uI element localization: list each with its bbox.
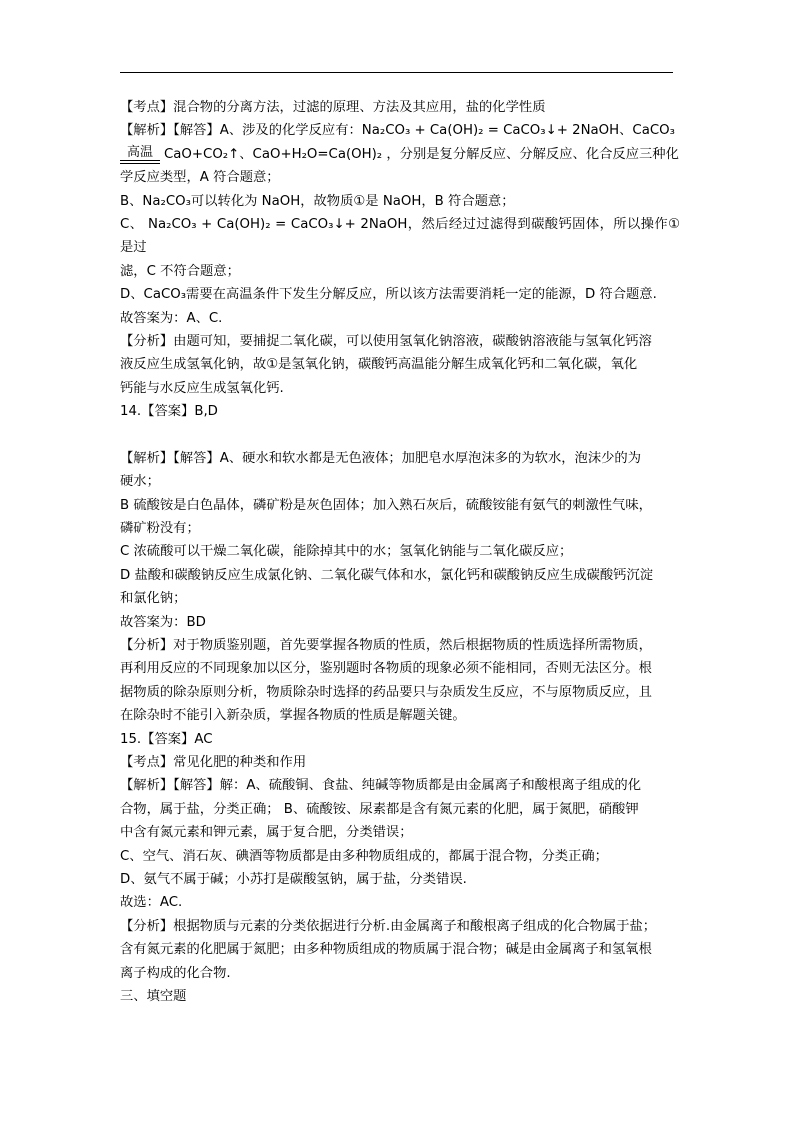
- text-line: 合物，属于盐，分类正确； B、硫酸铵、尿素都是含有氮元素的化肥，属于氮肥，硝酸钾: [120, 801, 639, 817]
- text-line: B、Na₂CO₃可以转化为 NaOH，故物质①是 NaOH，B 符合题意；: [120, 193, 515, 209]
- spacer: [120, 424, 680, 447]
- reaction-text: CaO+CO₂↑、CaO+H₂O=Ca(OH)₂ ，分别是复分解反应、分解反应、化合反应三种化: [164, 146, 679, 162]
- text-line: D、氨气不属于碱；小苏打是碳酸氢钠，属于盐，分类错误.: [120, 872, 467, 887]
- text-line: 钙能与水反应生成氢氧化钙.: [120, 380, 284, 396]
- text-line: 学反应类型，A 符合题意；: [120, 170, 280, 186]
- fenxi-line: 【分析】对于物质鉴别题，首先要掌握各物质的性质，然后根据物质的性质选择所需物质，: [120, 637, 652, 653]
- text-line: 含有氮元素的化肥属于氮肥；由多种物质组成的物质属于混合物；碱是由金属离子和氢氧根: [120, 942, 652, 958]
- text-line: 故选：AC.: [120, 895, 183, 911]
- text-line: 滤，C 不符合题意；: [120, 263, 240, 279]
- text-line: 离子构成的化合物.: [120, 965, 231, 981]
- text-line: 【解析】【解答】A、硬水和软水都是无色液体；加肥皂水厚泡沫多的为软水，泡沫少的为: [120, 450, 642, 466]
- text-line: 再利用反应的不同现象加以区分，鉴别题时各物质的现象必须不能相同，否则无法区分。根: [120, 661, 652, 677]
- text-line: 和氯化钠；: [120, 591, 187, 607]
- text-line: 硬水；: [120, 474, 160, 490]
- text-line: 故答案为：BD: [120, 614, 206, 630]
- text-line: 中含有氮元素和钾元素，属于复合肥，分类错误；: [120, 825, 413, 841]
- text-line: 故答案为：A、C.: [120, 310, 223, 326]
- text-line: D 盐酸和碳酸钠反应生成氯化钠、二氧化碳气体和水，氯化钙和碳酸钠反应生成碳酸钙沉淀: [120, 567, 654, 583]
- section-heading: 三、填空题: [120, 989, 187, 1005]
- text-line: 液反应生成氢氧化钠，故①是氢氧化钠，碳酸钙高温能分解生成氧化钙和二氧化碳，氧化: [120, 357, 638, 373]
- text-line: C、 Na₂CO₃ + Ca(OH)₂ = CaCO₃↓+ 2NaOH，然后经过过滤得到碳酸钙固体，所以操作①是过: [120, 217, 680, 256]
- text-line: D、CaCO₃需要在高温条件下发生分解反应，所以该方法需要消耗一定的能源，D 符合题意.: [120, 287, 657, 303]
- condition-label: 高温: [120, 145, 160, 161]
- answer-content: [120, 96, 680, 1008]
- fenxi-line: 【分析】由题可知，要捕捉二氧化碳，可以使用氢氧化钠溶液，碳酸钠溶液能与氢氧化钙溶: [120, 334, 652, 350]
- answer-15-heading: 15.【答案】AC: [120, 731, 213, 747]
- header-rule: [120, 72, 673, 73]
- answer-14-heading: 14.【答案】B,D: [120, 404, 218, 420]
- kaodian-line: 【考点】常见化肥的种类和作用: [120, 754, 307, 770]
- text-line: 据物质的除杂原则分析，物质除杂时选择的药品要只与杂质发生反应，不与原物质反应，且: [120, 684, 652, 700]
- equal-bar: [120, 161, 160, 164]
- text-line: B 硫酸铵是白色晶体，磷矿粉是灰色固体；加入熟石灰后，硫酸铵能有氨气的刺激性气味，: [120, 497, 652, 513]
- kaodian-line: 【考点】混合物的分离方法，过滤的原理、方法及其应用，盐的化学性质: [120, 100, 546, 115]
- text-line: C、空气、消石灰、碘酒等物质都是由多种物质组成的，都属于混合物，分类正确；: [120, 848, 608, 864]
- text-line: 【解析】【解答】解：A、硫酸铜、食盐、纯碱等物质都是由金属离子和酸根离子组成的化: [120, 778, 642, 794]
- high-temp-condition: [120, 145, 160, 166]
- fenxi-line: 【分析】根据物质与元素的分类依据进行分析.由金属离子和酸根离子组成的化合物属于盐；: [120, 918, 657, 934]
- reaction-condition-line: [120, 143, 680, 166]
- text-line: 在除杂时不能引入新杂质，掌握各物质的性质是解题关键。: [120, 708, 466, 724]
- jiexi-line: 【解析】【解答】A、涉及的化学反应有：Na₂CO₃ + Ca(OH)₂ = CaCO₃↓+ 2NaOH、CaCO₃: [120, 123, 675, 139]
- text-line: C 浓硫酸可以干燥二氧化碳，能除掉其中的水；氢氧化钠能与二氧化碳反应；: [120, 544, 573, 560]
- text-line: 磷矿粉没有；: [120, 520, 200, 536]
